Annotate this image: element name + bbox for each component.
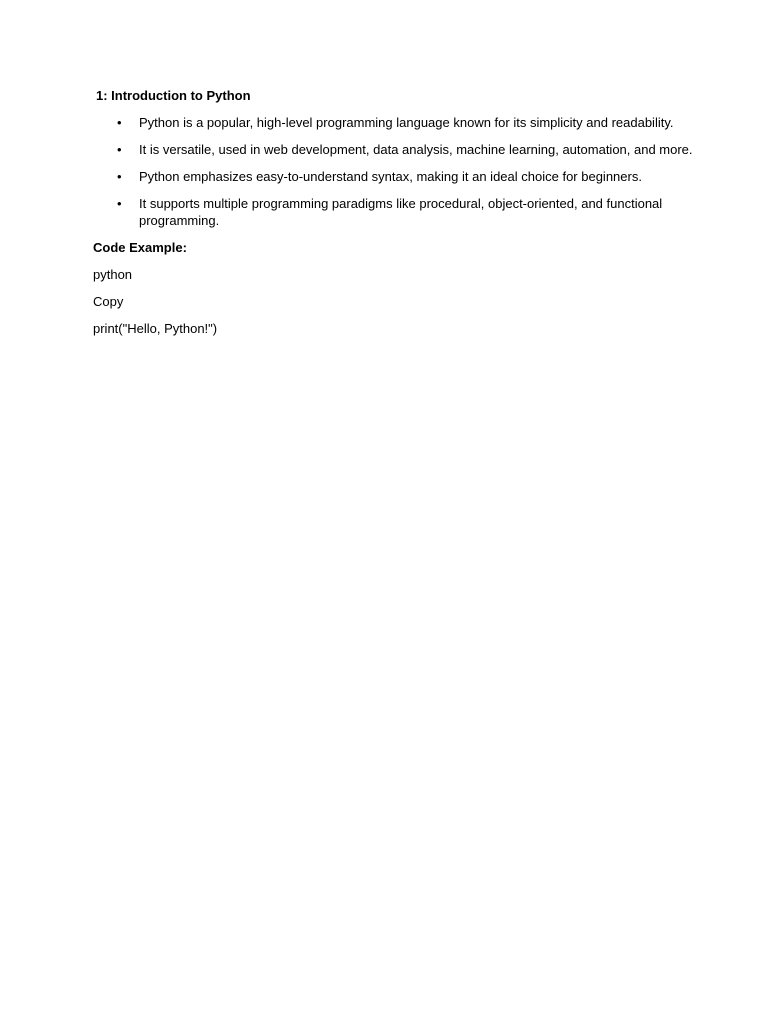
list-item [93, 168, 693, 185]
list-item [93, 114, 693, 131]
bullet-icon: • [117, 196, 122, 211]
bullet-icon: • [117, 169, 122, 184]
bullet-icon: • [117, 115, 122, 130]
document-content [93, 87, 693, 347]
list-item-text: It is versatile, used in web development, data analysis, machine learning, automation, and more. [139, 142, 693, 157]
list-item-text: Python is a popular, high-level programming language known for its simplicity and readability. [139, 115, 674, 130]
list-item [93, 141, 693, 158]
bullet-icon: • [117, 142, 122, 157]
code-language-label: python [93, 267, 133, 282]
bullet-list [93, 114, 693, 229]
list-item-text: Python emphasizes easy-to-understand syntax, making it an ideal choice for beginners. [139, 169, 642, 184]
list-item-text: It supports multiple programming paradigms like procedural, object-oriented, and functional programming. [139, 196, 663, 228]
section-heading: 1: Introduction to Python [96, 88, 251, 103]
code-line: print("Hello, Python!") [93, 321, 218, 336]
code-example-heading: Code Example: [93, 240, 187, 255]
list-item [93, 195, 693, 229]
copy-label: Copy [93, 294, 124, 309]
